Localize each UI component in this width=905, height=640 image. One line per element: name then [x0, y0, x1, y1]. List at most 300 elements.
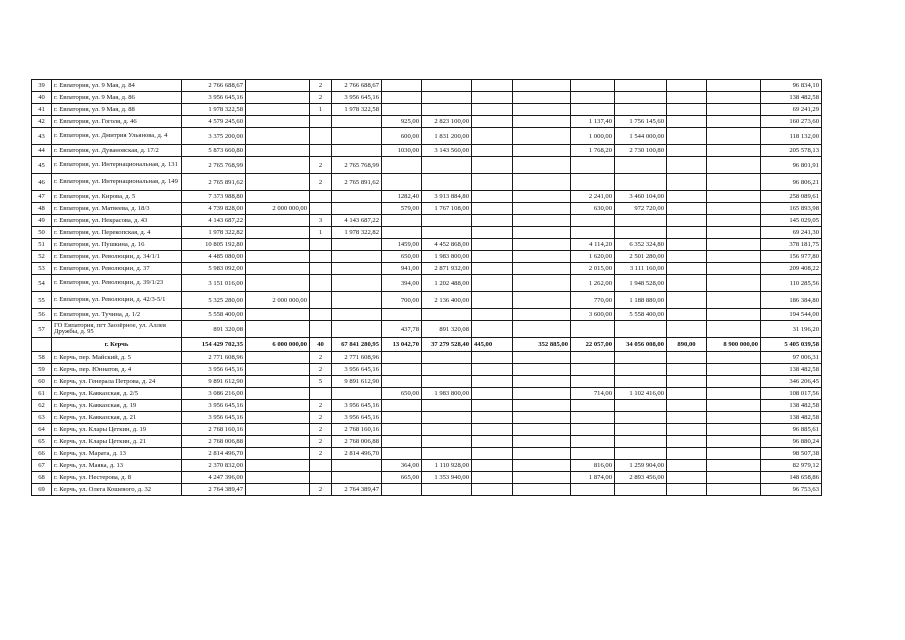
cell-c11 — [667, 275, 707, 292]
table-row — [32, 239, 822, 251]
cell-c4: 9 891 612,90 — [332, 376, 382, 388]
table-row — [32, 448, 822, 460]
cell-c7 — [472, 376, 513, 388]
cell-c13: 96 801,91 — [761, 157, 822, 174]
cell-c5 — [382, 436, 422, 448]
cell-c10: 1 102 416,00 — [615, 388, 667, 400]
cell-c13: 96 834,10 — [761, 80, 822, 92]
cell-c5 — [382, 215, 422, 227]
cell-c7 — [472, 104, 513, 116]
cell-n: 46 — [32, 174, 52, 191]
table-row — [32, 400, 822, 412]
cell-c8 — [513, 448, 571, 460]
cell-c8 — [513, 191, 571, 203]
cell-c3: 2 — [310, 484, 332, 496]
cell-c5: 941,00 — [382, 263, 422, 275]
cell-n: 63 — [32, 412, 52, 424]
cell-c11 — [667, 484, 707, 496]
cell-c11 — [667, 251, 707, 263]
cell-c9: 1 768,20 — [571, 145, 615, 157]
cell-address: г. Евпатория, ул. Революции, д. 37 — [52, 263, 182, 275]
cell-c6 — [422, 400, 472, 412]
cell-c13: 138 482,58 — [761, 92, 822, 104]
table-row — [32, 251, 822, 263]
cell-c6 — [422, 80, 472, 92]
cell-c11 — [667, 80, 707, 92]
cell-c7 — [472, 191, 513, 203]
cell-c9: 2 241,00 — [571, 191, 615, 203]
cell-c9: 630,00 — [571, 203, 615, 215]
cell-c10: 972 720,00 — [615, 203, 667, 215]
cell-c5: 600,00 — [382, 128, 422, 145]
cell-c9 — [571, 484, 615, 496]
cell-total: 2 765 891,62 — [182, 174, 246, 191]
cell-c5 — [382, 227, 422, 239]
cell-c8 — [513, 400, 571, 412]
cell-c10 — [615, 448, 667, 460]
cell-c6: 3 913 884,80 — [422, 191, 472, 203]
cell-c8 — [513, 352, 571, 364]
table-row — [32, 460, 822, 472]
cell-c13: 96 806,21 — [761, 174, 822, 191]
cell-c12 — [707, 309, 761, 321]
cell-c3 — [310, 275, 332, 292]
cell-total: 5 325 280,00 — [182, 292, 246, 309]
cell-total: 4 739 828,00 — [182, 203, 246, 215]
cell-c2 — [246, 157, 310, 174]
cell-c8 — [513, 292, 571, 309]
cell-c3: 1 — [310, 227, 332, 239]
cell-c9: 1 620,00 — [571, 251, 615, 263]
cell-c8 — [513, 424, 571, 436]
cell-c4: 3 956 645,16 — [332, 364, 382, 376]
cell-c4: 2 771 608,96 — [332, 352, 382, 364]
cell-c4 — [332, 472, 382, 484]
cell-c6: 3 143 560,00 — [422, 145, 472, 157]
cell-c12 — [707, 80, 761, 92]
cell-c7 — [472, 321, 513, 338]
cell-c2 — [246, 263, 310, 275]
cell-c8 — [513, 104, 571, 116]
cell-address: г. Евпатория, ул. Перекопская, д. 4 — [52, 227, 182, 239]
cell-c2 — [246, 484, 310, 496]
cell-c4 — [332, 309, 382, 321]
cell-c12 — [707, 128, 761, 145]
cell-c8 — [513, 157, 571, 174]
cell-c12 — [707, 116, 761, 128]
cell-c13: 96 753,63 — [761, 484, 822, 496]
cell-c2 — [246, 128, 310, 145]
cell-c7 — [472, 116, 513, 128]
cell-c9: 816,00 — [571, 460, 615, 472]
table-row — [32, 157, 822, 174]
cell-c5 — [382, 80, 422, 92]
cell-c4 — [332, 116, 382, 128]
cell-c5: 1459,00 — [382, 239, 422, 251]
cell-address: г. Евпатория, ул. Дувановская, д. 17/2 — [52, 145, 182, 157]
cell-address: г. Евпатория, ул. Интернациональная, д. 149 — [52, 174, 182, 191]
cell-total: 2 370 832,00 — [182, 460, 246, 472]
cell-c13: 138 482,58 — [761, 400, 822, 412]
cell-c6: 1 767 108,00 — [422, 203, 472, 215]
cell-c11 — [667, 215, 707, 227]
cell-c9 — [571, 215, 615, 227]
cell-c8 — [513, 203, 571, 215]
cell-c3: 5 — [310, 376, 332, 388]
table-row — [32, 376, 822, 388]
table-row — [32, 412, 822, 424]
cell-c3 — [310, 203, 332, 215]
cell-address: г. Керчь, ул. Марата, д. 13 — [52, 448, 182, 460]
cell-c8 — [513, 364, 571, 376]
cell-c4 — [332, 128, 382, 145]
cell-c8 — [513, 309, 571, 321]
cell-c11 — [667, 321, 707, 338]
cell-n: 60 — [32, 376, 52, 388]
cell-c9 — [571, 412, 615, 424]
cell-c3 — [310, 145, 332, 157]
cell-c2: 6 000 000,00 — [246, 338, 310, 352]
cell-c10: 1 756 145,60 — [615, 116, 667, 128]
cell-c4: 1 978 322,58 — [332, 104, 382, 116]
cell-c6 — [422, 309, 472, 321]
cell-c2 — [246, 309, 310, 321]
cell-total: 3 956 645,16 — [182, 400, 246, 412]
cell-n: 56 — [32, 309, 52, 321]
cell-c10 — [615, 227, 667, 239]
cell-address: г. Керчь, ул. Клары Цеткин, д. 21 — [52, 436, 182, 448]
cell-c12 — [707, 203, 761, 215]
cell-c11 — [667, 352, 707, 364]
cell-c10 — [615, 352, 667, 364]
cell-total: 3 151 016,00 — [182, 275, 246, 292]
cell-c4 — [332, 292, 382, 309]
cell-n: 43 — [32, 128, 52, 145]
cell-c9: 1 000,00 — [571, 128, 615, 145]
cell-c11: 890,00 — [667, 338, 707, 352]
cell-c9 — [571, 400, 615, 412]
cell-c8 — [513, 484, 571, 496]
cell-c10: 2 730 100,80 — [615, 145, 667, 157]
cell-address: г. Евпатория, ул. Интернациональная, д. 131 — [52, 157, 182, 174]
cell-c5 — [382, 400, 422, 412]
cell-c7 — [472, 309, 513, 321]
cell-c3: 2 — [310, 448, 332, 460]
cell-c7 — [472, 239, 513, 251]
cell-c10: 34 056 008,00 — [615, 338, 667, 352]
cell-c4 — [332, 145, 382, 157]
cell-c9 — [571, 436, 615, 448]
cell-c6: 1 110 928,00 — [422, 460, 472, 472]
cell-c3: 2 — [310, 412, 332, 424]
table-row — [32, 174, 822, 191]
cell-n: 49 — [32, 215, 52, 227]
cell-c7 — [472, 484, 513, 496]
cell-c3 — [310, 263, 332, 275]
cell-c8 — [513, 388, 571, 400]
cell-c7: 445,00 — [472, 338, 513, 352]
cell-total: 2 771 608,96 — [182, 352, 246, 364]
cell-c8 — [513, 174, 571, 191]
cell-c2 — [246, 174, 310, 191]
cell-c6: 1 983 800,00 — [422, 251, 472, 263]
cell-c3: 3 — [310, 215, 332, 227]
cell-total: 5 983 092,00 — [182, 263, 246, 275]
cell-c3 — [310, 460, 332, 472]
cell-c12 — [707, 364, 761, 376]
cell-n: 40 — [32, 92, 52, 104]
cell-c10: 2 501 280,00 — [615, 251, 667, 263]
cell-c13: 69 241,29 — [761, 104, 822, 116]
cell-c12 — [707, 321, 761, 338]
cell-c3 — [310, 116, 332, 128]
cell-c6: 4 452 868,00 — [422, 239, 472, 251]
cell-c9 — [571, 157, 615, 174]
cell-n: 42 — [32, 116, 52, 128]
cell-c4: 1 978 322,82 — [332, 227, 382, 239]
cell-c10: 2 893 456,00 — [615, 472, 667, 484]
cell-total: 9 891 612,90 — [182, 376, 246, 388]
cell-c13: 205 578,13 — [761, 145, 822, 157]
cell-c3: 2 — [310, 157, 332, 174]
cell-total: 891 320,08 — [182, 321, 246, 338]
cell-c12 — [707, 92, 761, 104]
cell-c4: 3 956 645,16 — [332, 92, 382, 104]
cell-c8 — [513, 116, 571, 128]
cell-c10: 3 460 104,00 — [615, 191, 667, 203]
cell-c10 — [615, 215, 667, 227]
cell-c8 — [513, 376, 571, 388]
cell-c6: 37 279 528,40 — [422, 338, 472, 352]
cell-c8 — [513, 128, 571, 145]
cell-c9: 22 057,00 — [571, 338, 615, 352]
cell-c5 — [382, 412, 422, 424]
cell-c5 — [382, 157, 422, 174]
cell-c3: 2 — [310, 80, 332, 92]
cell-c9 — [571, 92, 615, 104]
cell-c5: 1030,00 — [382, 145, 422, 157]
cell-c4 — [332, 460, 382, 472]
table-row — [32, 388, 822, 400]
cell-c7 — [472, 400, 513, 412]
cell-c13: 98 507,38 — [761, 448, 822, 460]
cell-c7 — [472, 145, 513, 157]
cell-c6 — [422, 352, 472, 364]
cell-c4: 2 768 006,88 — [332, 436, 382, 448]
cell-c11 — [667, 116, 707, 128]
cell-c3 — [310, 472, 332, 484]
cell-c10 — [615, 424, 667, 436]
cell-c9: 1 137,40 — [571, 116, 615, 128]
table-row — [32, 292, 822, 309]
cell-c13: 138 482,58 — [761, 412, 822, 424]
cell-n: 47 — [32, 191, 52, 203]
cell-total: 4 485 080,00 — [182, 251, 246, 263]
cell-c5 — [382, 174, 422, 191]
cell-c12 — [707, 472, 761, 484]
cell-c4: 3 956 645,16 — [332, 400, 382, 412]
cell-c4: 2 764 389,47 — [332, 484, 382, 496]
housing-repair-table — [31, 79, 822, 496]
cell-total: 5 873 660,80 — [182, 145, 246, 157]
cell-address: г. Евпатория, ул. Пушкина, д. 16 — [52, 239, 182, 251]
cell-c12 — [707, 215, 761, 227]
cell-c5: 437,78 — [382, 321, 422, 338]
table-row — [32, 104, 822, 116]
cell-c11 — [667, 460, 707, 472]
cell-c9 — [571, 227, 615, 239]
cell-c7 — [472, 80, 513, 92]
cell-c6: 2 871 932,00 — [422, 263, 472, 275]
cell-total: 2 768 006,88 — [182, 436, 246, 448]
cell-c9: 1 262,00 — [571, 275, 615, 292]
cell-c13: 69 241,30 — [761, 227, 822, 239]
cell-n: 50 — [32, 227, 52, 239]
cell-c10 — [615, 92, 667, 104]
cell-c11 — [667, 128, 707, 145]
cell-n: 53 — [32, 263, 52, 275]
cell-c6 — [422, 424, 472, 436]
cell-c4: 67 841 280,95 — [332, 338, 382, 352]
cell-c10: 1 544 000,00 — [615, 128, 667, 145]
cell-c8 — [513, 92, 571, 104]
cell-c8 — [513, 80, 571, 92]
cell-c2 — [246, 436, 310, 448]
cell-c7 — [472, 448, 513, 460]
cell-c6 — [422, 412, 472, 424]
cell-c12: 8 900 000,00 — [707, 338, 761, 352]
cell-c13: 138 482,58 — [761, 364, 822, 376]
cell-c12 — [707, 275, 761, 292]
cell-c2 — [246, 92, 310, 104]
cell-address: г. Евпатория, ул. Некрасова, д. 43 — [52, 215, 182, 227]
cell-c6 — [422, 104, 472, 116]
cell-total: 1 978 322,58 — [182, 104, 246, 116]
cell-c5: 1282,40 — [382, 191, 422, 203]
cell-c3 — [310, 239, 332, 251]
cell-c11 — [667, 376, 707, 388]
cell-c9: 4 114,20 — [571, 239, 615, 251]
cell-c7 — [472, 174, 513, 191]
cell-c12 — [707, 352, 761, 364]
cell-total: 2 765 768,99 — [182, 157, 246, 174]
cell-c9 — [571, 104, 615, 116]
cell-c8 — [513, 263, 571, 275]
cell-c12 — [707, 448, 761, 460]
cell-address: г. Евпатория, ул. Матвеева, д. 18/3 — [52, 203, 182, 215]
cell-c6: 891 320,08 — [422, 321, 472, 338]
cell-c11 — [667, 239, 707, 251]
cell-c5: 364,00 — [382, 460, 422, 472]
cell-c11 — [667, 292, 707, 309]
cell-c9 — [571, 80, 615, 92]
cell-c9 — [571, 448, 615, 460]
table-row — [32, 263, 822, 275]
cell-c4 — [332, 251, 382, 263]
cell-c7 — [472, 412, 513, 424]
cell-c3: 2 — [310, 436, 332, 448]
cell-c6: 2 823 100,00 — [422, 116, 472, 128]
cell-c2 — [246, 145, 310, 157]
cell-c11 — [667, 227, 707, 239]
cell-c13: 160 273,60 — [761, 116, 822, 128]
cell-c7 — [472, 157, 513, 174]
cell-c2 — [246, 364, 310, 376]
cell-c7 — [472, 292, 513, 309]
cell-address: г. Евпатория, ул. Кирова, д. 5 — [52, 191, 182, 203]
cell-c5 — [382, 376, 422, 388]
cell-c5: 650,00 — [382, 251, 422, 263]
cell-c2 — [246, 412, 310, 424]
cell-c3 — [310, 321, 332, 338]
cell-c2 — [246, 460, 310, 472]
cell-c8 — [513, 145, 571, 157]
cell-c12 — [707, 174, 761, 191]
cell-c4 — [332, 321, 382, 338]
cell-c2 — [246, 376, 310, 388]
cell-c11 — [667, 104, 707, 116]
cell-c13: 96 885,61 — [761, 424, 822, 436]
cell-c5 — [382, 352, 422, 364]
cell-c3 — [310, 128, 332, 145]
table-body — [32, 80, 822, 496]
cell-c2 — [246, 275, 310, 292]
cell-c13: 110 285,56 — [761, 275, 822, 292]
cell-c11 — [667, 400, 707, 412]
cell-c11 — [667, 436, 707, 448]
cell-c5 — [382, 104, 422, 116]
cell-address: г. Евпатория, ул. Революции, д. 39/1/23 — [52, 275, 182, 292]
cell-total: 154 429 702,35 — [182, 338, 246, 352]
cell-c13: 145 029,05 — [761, 215, 822, 227]
cell-c8 — [513, 251, 571, 263]
table-row — [32, 424, 822, 436]
cell-c2 — [246, 104, 310, 116]
cell-c12 — [707, 400, 761, 412]
cell-n: 62 — [32, 400, 52, 412]
cell-total: 10 805 192,80 — [182, 239, 246, 251]
cell-c4: 2 765 891,62 — [332, 174, 382, 191]
cell-c5: 579,00 — [382, 203, 422, 215]
cell-n: 69 — [32, 484, 52, 496]
cell-c11 — [667, 157, 707, 174]
cell-n: 54 — [32, 275, 52, 292]
cell-c7 — [472, 424, 513, 436]
table-row — [32, 364, 822, 376]
cell-c7 — [472, 215, 513, 227]
cell-c3: 2 — [310, 352, 332, 364]
table-row — [32, 191, 822, 203]
cell-n: 57 — [32, 321, 52, 338]
cell-c2 — [246, 472, 310, 484]
cell-c2 — [246, 80, 310, 92]
cell-c12 — [707, 191, 761, 203]
table-row — [32, 116, 822, 128]
cell-c13: 258 089,61 — [761, 191, 822, 203]
cell-c7 — [472, 388, 513, 400]
cell-address: г. Евпатория, ул. Тучина, д. 1/2 — [52, 309, 182, 321]
cell-c10 — [615, 80, 667, 92]
cell-n: 66 — [32, 448, 52, 460]
cell-n: 59 — [32, 364, 52, 376]
cell-address: г. Керчь, ул. Кавказская, д. 2/5 — [52, 388, 182, 400]
cell-c13: 346 206,45 — [761, 376, 822, 388]
cell-n: 44 — [32, 145, 52, 157]
cell-c7 — [472, 472, 513, 484]
cell-address: г. Керчь, ул. Клары Цеткин, д. 19 — [52, 424, 182, 436]
cell-c12 — [707, 251, 761, 263]
cell-c12 — [707, 460, 761, 472]
